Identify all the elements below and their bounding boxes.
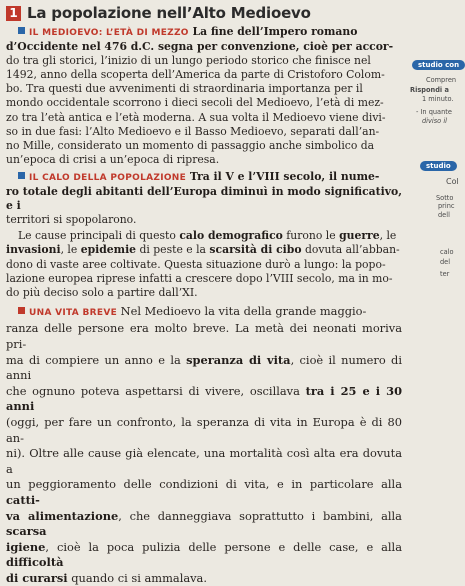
text-line: zo tra l’età antica e l’età moderna. A sua volta il Medioevo viene divi- [6, 110, 386, 124]
keyword: catti- [6, 492, 40, 507]
text-line: do più deciso solo a partire dall’XI. [6, 285, 198, 299]
kicker-medioevo: IL MEDIOEVO: L’ETÀ DI MEZZO [29, 28, 189, 38]
section-title: La popolazione nell’Alto Medioevo [27, 4, 311, 22]
text-run: che ognuno poteva aspettarsi di vivere, oscillava [6, 383, 306, 398]
text-line: ni). Oltre alle cause già elencate, una mortalità così alta era dovuta a [6, 446, 402, 476]
text-run: , cioè il numero di anni [6, 352, 402, 383]
text-run: , le [379, 229, 397, 243]
text-line: so in due fasi: l’Alto Medioevo e il Basso Medioevo, separati dall’an- [6, 124, 380, 138]
keyword: epidemie [80, 243, 137, 257]
keyword: speranza di vita [186, 352, 291, 367]
text-line: Tra il V e l’VIII secolo, il nume- [186, 169, 380, 183]
keyword: scarsità di cibo [209, 243, 302, 257]
margin-note: - In quante [416, 108, 452, 116]
study-tag: studio [420, 161, 457, 171]
text-run: furono le [282, 229, 340, 243]
paragraph-medioevo [6, 25, 402, 167]
paragraph-calo-popolazione [6, 170, 402, 227]
text-line: La fine dell’Impero romano [188, 25, 358, 38]
margin-note: Col [446, 177, 459, 186]
bullet-square-icon [18, 307, 25, 314]
text-run: quando ci si ammalava. [67, 570, 207, 585]
margin-note: princ [438, 202, 455, 210]
kicker-vita-breve: UNA VITA BREVE [29, 307, 118, 318]
study-tag: studio con [412, 60, 465, 70]
margin-note: 1 minuto. [422, 95, 454, 103]
keyword: igiene [6, 539, 46, 554]
kicker-calo: IL CALO DELLA POPOLAZIONE [29, 172, 187, 183]
keyword: invasioni [6, 243, 61, 257]
margin-note: ter [440, 270, 450, 278]
paragraph-cause [6, 229, 402, 299]
text-run: di peste e la [136, 243, 210, 257]
keyword: va alimentazione [6, 508, 119, 523]
text-line: ranza delle persone era molto breve. La metà dei neonati moriva pri- [6, 321, 402, 351]
bullet-square-icon [18, 172, 25, 179]
keyword: scarsa [6, 524, 47, 539]
keyword: tra i 25 e i 30 anni [6, 383, 402, 414]
margin-note: del [440, 258, 451, 266]
margin-note: diviso il [422, 117, 447, 125]
text-run: dovuta all’abban- [301, 243, 400, 257]
keyword: calo demografico [179, 229, 283, 243]
text-line: dono di vaste aree coltivate. Questa situazione durò a lungo: la popo- [6, 257, 386, 271]
text-line: lazione europea riprese infatti a crescere dopo l’VIII secolo, ma in mo- [6, 271, 393, 285]
margin-note: calo [440, 248, 454, 256]
text-run: un peggioramento delle condizioni di vita, e in particolare alla [6, 477, 402, 492]
text-line: Nel Medioevo la vita della grande maggio- [117, 303, 367, 318]
margin-note: Compren [426, 76, 457, 84]
text-run: ma di compiere un anno e la [6, 352, 187, 367]
section-number: 1 [6, 6, 21, 21]
text-line: un’epoca di crisi a un’epoca di ripresa. [6, 152, 220, 166]
bullet-square-icon [18, 27, 25, 34]
paragraph-vita-breve [6, 304, 402, 586]
keyword: difficoltà [6, 555, 64, 570]
margin-note: dell [438, 211, 450, 219]
margin-column [404, 0, 461, 510]
text-run: , le [60, 243, 81, 257]
text-line: do tra gli storici, l’inizio di un lungo periodo storico che finisce nel [6, 54, 371, 68]
text-line: 1492, anno della scoperta dell’America da parte di Cristoforo Colom- [6, 68, 385, 82]
text-line: no Mille, considerato un momento di passaggio anche simbolico da [6, 138, 375, 152]
text-line: territori si spopolarono. [6, 213, 137, 227]
text-line: ro totale degli abitanti dell’Europa diminuì in modo significativo, e i [6, 185, 402, 213]
text-line: bo. Tra questi due avvenimenti di straordinaria importanza per il [6, 82, 363, 96]
text-line: (oggi, per fare un confronto, la speranza di vita in Europa è di 80 an- [6, 414, 402, 445]
text-run: , che danneggiava soprattutto i bambini, alla [118, 508, 402, 523]
text-run: , cioè la poca pulizia delle persone e delle case, e alla [45, 539, 402, 554]
margin-note: Sotto [436, 194, 454, 202]
section-header [6, 2, 402, 24]
keyword: di curarsi [6, 570, 68, 585]
text-line: d’Occidente nel 476 d.C. segna per convenzione, cioè per accor- [6, 40, 394, 54]
keyword: guerre [339, 229, 380, 243]
text-line: mondo occidentale scorrono i dieci secoli del Medioevo, l’età di mez- [6, 96, 384, 110]
margin-note: Rispondi a [410, 86, 449, 94]
text-run: Le cause principali di questo [18, 229, 180, 243]
main-column [6, 0, 402, 586]
